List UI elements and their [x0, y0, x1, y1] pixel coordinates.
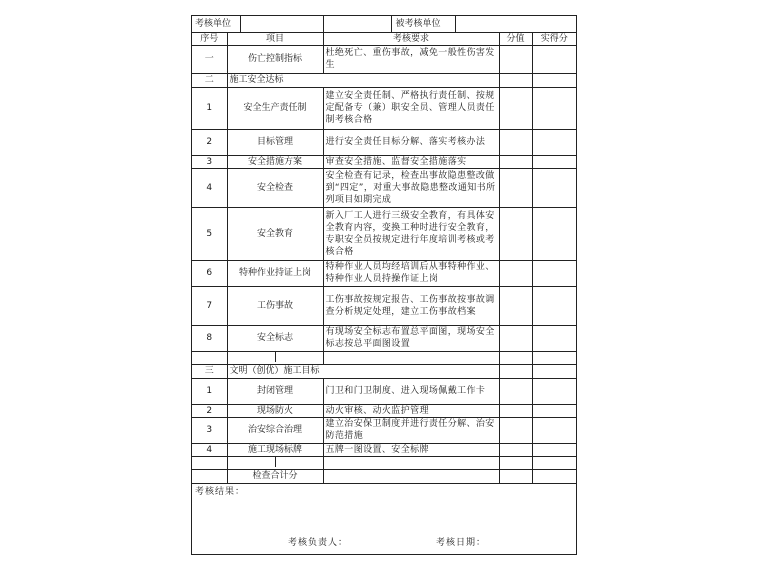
result-cell	[192, 483, 576, 554]
col-item-header: 项目	[227, 32, 323, 45]
column-header-row	[192, 32, 576, 45]
table-row	[192, 129, 576, 155]
examined-divider-b	[455, 16, 456, 32]
score-cell	[499, 351, 532, 364]
score-cell	[499, 260, 532, 286]
table-row	[192, 87, 576, 129]
section-title: 施工安全达标	[227, 73, 499, 87]
section-title: 文明（创优）施工目标	[227, 364, 499, 378]
score-cell	[499, 364, 532, 378]
got-cell	[532, 351, 576, 364]
table-body	[192, 45, 576, 483]
item-cell	[227, 351, 323, 364]
unit-cell	[192, 16, 323, 32]
unit-row	[192, 16, 576, 32]
table-row	[192, 155, 576, 168]
item-cell: 目标管理	[227, 129, 323, 155]
requirement-cell: 审查安全措施、监督安全措施落实	[323, 155, 499, 168]
got-cell	[532, 45, 576, 73]
row-no: 一	[192, 45, 227, 73]
blank-row	[192, 456, 576, 469]
item-cell: 安全生产责任制	[227, 87, 323, 129]
got-cell	[532, 207, 576, 260]
row-no: 5	[192, 207, 227, 260]
total-label: 检查合计分	[227, 469, 323, 483]
table-row	[192, 45, 576, 73]
requirement-cell: 动火审核、动火监护管理	[323, 404, 499, 417]
row-no: 1	[192, 378, 227, 404]
requirement-cell: 特种作业人员均经培训后从事特种作业、特种作业人员持操作证上岗	[323, 260, 499, 286]
requirement-cell: 进行安全责任目标分解、落实考核办法	[323, 129, 499, 155]
item-cell: 现场防火	[227, 404, 323, 417]
score-cell	[499, 443, 532, 456]
section-row	[192, 73, 576, 87]
score-cell	[499, 73, 532, 87]
got-cell	[532, 87, 576, 129]
item-cell: 安全教育	[227, 207, 323, 260]
got-cell	[532, 286, 576, 325]
score-cell	[499, 286, 532, 325]
requirement-cell: 建立安全责任制、严格执行责任制、按规定配备专（兼）职安全员、管理人员责任制考核合格	[323, 87, 499, 129]
table-row	[192, 325, 576, 351]
table-row	[192, 404, 576, 417]
requirement-cell	[323, 456, 499, 469]
date-label: 考核日期：	[436, 537, 487, 548]
unit-label: 考核单位	[195, 19, 232, 29]
requirement-cell: 杜绝死亡、重伤事故，减免一般性伤害发生	[323, 45, 499, 73]
got-cell	[532, 129, 576, 155]
signature-line	[288, 537, 486, 549]
requirement-cell: 建立治安保卫制度并进行责任分解、治安防范措施	[323, 417, 499, 443]
col-score-header: 分值	[499, 32, 532, 45]
got-cell	[532, 260, 576, 286]
col-got-header: 实得分	[532, 32, 576, 45]
row-no: 4	[192, 443, 227, 456]
requirement-cell: 新入厂工人进行三级安全教育，有具体安全教育内容，变换工种时进行安全教育，专职安全员按规定进行年度培训考核或考核合格	[323, 207, 499, 260]
examined-unit-label: 被考核单位	[395, 19, 441, 29]
col-requirement-header: 考核要求	[323, 32, 499, 45]
cell-divider-mark	[275, 457, 276, 467]
got-cell	[532, 73, 576, 87]
row-no: 6	[192, 260, 227, 286]
table-row	[192, 286, 576, 325]
result-row	[192, 483, 576, 554]
row-no: 3	[192, 417, 227, 443]
row-no: 1	[192, 87, 227, 129]
item-cell: 伤亡控制指标	[227, 45, 323, 73]
row-no: 3	[192, 155, 227, 168]
got-cell	[532, 378, 576, 404]
table-row	[192, 443, 576, 456]
row-no: 4	[192, 168, 227, 207]
row-no: 8	[192, 325, 227, 351]
row-no: 2	[192, 129, 227, 155]
item-cell: 安全措施方案	[227, 155, 323, 168]
unit-divider	[240, 16, 241, 32]
row-no: 2	[192, 404, 227, 417]
item-cell: 特种作业持证上岗	[227, 260, 323, 286]
assessment-form	[191, 15, 577, 555]
item-cell: 施工现场标牌	[227, 443, 323, 456]
requirement-cell	[323, 351, 499, 364]
got-cell	[532, 404, 576, 417]
row-no	[192, 469, 227, 483]
score-cell	[499, 417, 532, 443]
item-cell: 治安综合治理	[227, 417, 323, 443]
got-cell	[532, 417, 576, 443]
item-cell: 封闭管理	[227, 378, 323, 404]
got-cell	[532, 155, 576, 168]
total-row	[192, 469, 576, 483]
score-cell	[499, 155, 532, 168]
got-cell	[532, 325, 576, 351]
table-row	[192, 417, 576, 443]
requirement-cell	[323, 469, 499, 483]
item-cell: 工伤事故	[227, 286, 323, 325]
row-no	[192, 456, 227, 469]
examined-unit-cell	[323, 16, 576, 32]
score-cell	[499, 45, 532, 73]
score-cell	[499, 168, 532, 207]
examined-divider-a	[391, 16, 392, 32]
responsible-label: 考核负责人：	[288, 537, 349, 548]
result-label: 考核结果：	[195, 486, 246, 497]
got-cell	[532, 168, 576, 207]
table-row	[192, 168, 576, 207]
score-cell	[499, 325, 532, 351]
score-cell	[499, 87, 532, 129]
row-no: 二	[192, 73, 227, 87]
table-row	[192, 260, 576, 286]
table-row	[192, 378, 576, 404]
score-cell	[499, 378, 532, 404]
requirement-cell: 有现场安全标志布置总平面图，现场安全标志按总平面图设置	[323, 325, 499, 351]
got-cell	[532, 364, 576, 378]
got-cell	[532, 443, 576, 456]
score-cell	[499, 129, 532, 155]
score-cell	[499, 404, 532, 417]
requirement-cell: 工伤事故按规定报告、工伤事故按事故调查分析规定处理，建立工伤事故档案	[323, 286, 499, 325]
col-no-header: 序号	[192, 32, 227, 45]
assessment-table	[192, 16, 576, 554]
requirement-cell: 五牌一图设置、安全标牌	[323, 443, 499, 456]
table-row	[192, 207, 576, 260]
requirement-cell: 安全检查有记录，检查出事故隐患整改做到“四定”，对重大事故隐患整改通知书所列项目如期完成	[323, 168, 499, 207]
got-cell	[532, 456, 576, 469]
requirement-cell: 门卫和门卫制度、进入现场佩戴工作卡	[323, 378, 499, 404]
score-cell	[499, 469, 532, 483]
score-cell	[499, 207, 532, 260]
got-cell	[532, 469, 576, 483]
item-cell	[227, 456, 323, 469]
blank-row	[192, 351, 576, 364]
item-cell: 安全标志	[227, 325, 323, 351]
score-cell	[499, 456, 532, 469]
row-no	[192, 351, 227, 364]
row-no: 7	[192, 286, 227, 325]
cell-divider-mark	[275, 352, 276, 362]
row-no: 三	[192, 364, 227, 378]
section-row	[192, 364, 576, 378]
item-cell: 安全检查	[227, 168, 323, 207]
